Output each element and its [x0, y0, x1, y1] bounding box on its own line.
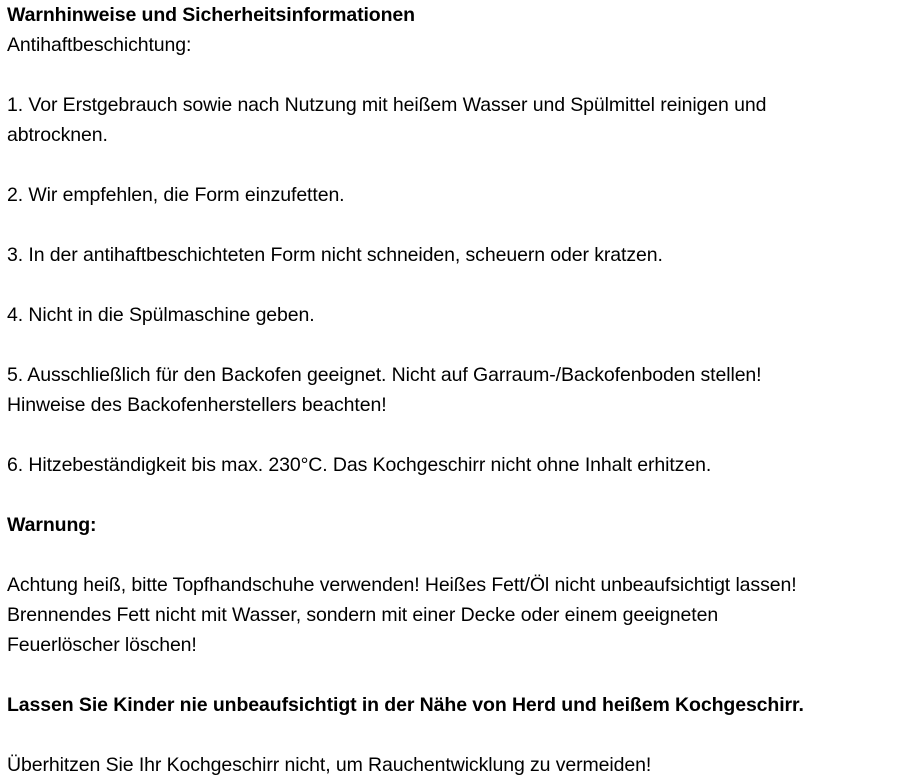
spacer [7, 60, 918, 90]
warning-line: Achtung heiß, bitte Topfhandschuhe verwenden! Heißes Fett/Öl nicht unbeaufsichtigt lassen! [7, 574, 797, 596]
list-item: 4. Nicht in die Spülmaschine geben. [7, 304, 315, 326]
document-title: Warnhinweise und Sicherheitsinformationen [7, 4, 415, 26]
spacer [7, 720, 918, 750]
children-notice: Lassen Sie Kinder nie unbeaufsichtigt in der Nähe von Herd und heißem Kochgeschirr. [7, 694, 804, 716]
warning-paragraph [7, 570, 918, 660]
spacer [7, 540, 918, 570]
overheat-notice: Überhitzen Sie Ihr Kochgeschirr nicht, um Rauchentwicklung zu vermeiden! [7, 754, 652, 776]
list-item-line: 1. Vor Erstgebrauch sowie nach Nutzung mit heißem Wasser und Spülmittel reinigen und [7, 94, 767, 116]
list-item-line: abtrocknen. [7, 124, 108, 146]
spacer [7, 150, 918, 180]
spacer [7, 420, 918, 450]
list-item-line: 5. Ausschließlich für den Backofen geeignet. Nicht auf Garraum-/Backofenboden stellen! [7, 364, 762, 386]
warning-heading: Warnung: [7, 514, 97, 536]
list-item: 6. Hitzebeständigkeit bis max. 230°C. Das Kochgeschirr nicht ohne Inhalt erhitzen. [7, 454, 712, 476]
section-subtitle: Antihaftbeschichtung: [7, 34, 192, 56]
list-item [7, 90, 918, 150]
warning-line: Feuerlöscher löschen! [7, 634, 197, 656]
document [7, 0, 918, 780]
warning-line: Brennendes Fett nicht mit Wasser, sondern mit einer Decke oder einem geeigneten [7, 604, 719, 626]
spacer [7, 480, 918, 510]
spacer [7, 210, 918, 240]
spacer [7, 270, 918, 300]
list-item: 2. Wir empfehlen, die Form einzufetten. [7, 184, 345, 206]
list-item-line: Hinweise des Backofenherstellers beachten! [7, 394, 387, 416]
spacer [7, 330, 918, 360]
spacer [7, 660, 918, 690]
list-item [7, 360, 918, 420]
list-item: 3. In der antihaftbeschichteten Form nicht schneiden, scheuern oder kratzen. [7, 244, 663, 266]
